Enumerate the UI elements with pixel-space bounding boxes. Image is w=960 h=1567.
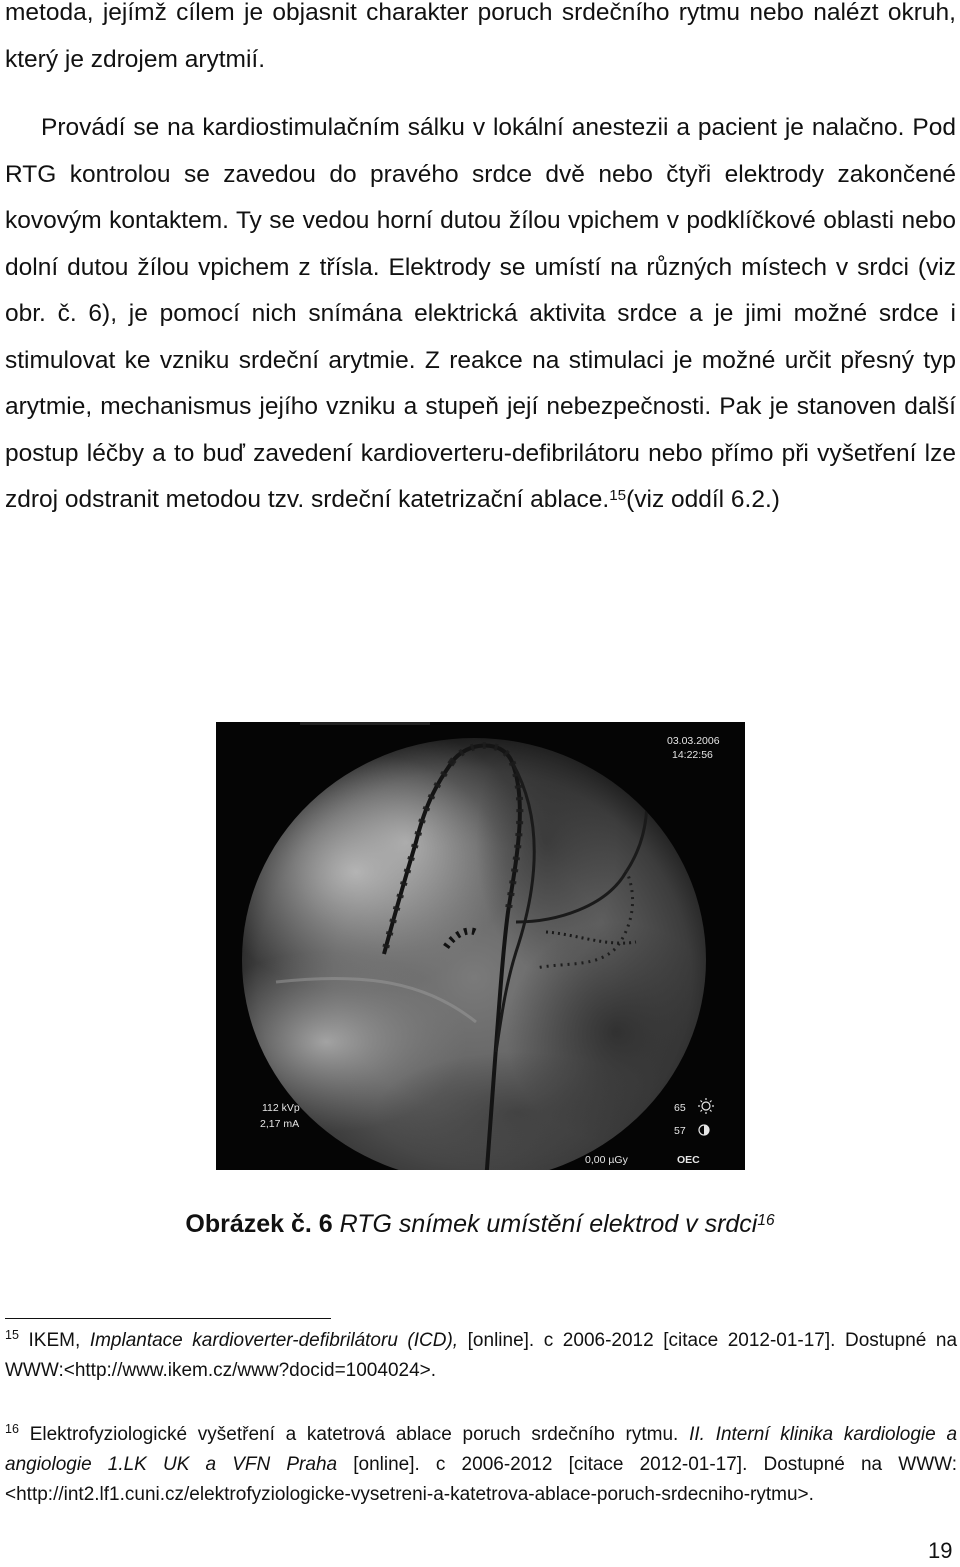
xray-date: 03.03.2006	[667, 735, 720, 747]
figure-caption	[0, 1206, 960, 1242]
footnote-15	[5, 1326, 957, 1386]
caption-number: 6	[318, 1210, 333, 1238]
footnote-16-title: Elektrofyziologické vyšetření a katetrová ablace poruch srdečního rytmu.	[29, 1424, 679, 1445]
intro-paragraph	[5, 0, 956, 83]
footnote-separator	[5, 1318, 331, 1319]
xray-image	[216, 722, 745, 1170]
footnote-15-author: IKEM,	[28, 1330, 81, 1351]
xray-time: 14:22:56	[672, 749, 713, 761]
procedure-text: Provádí se na kardiostimulačním sálku v lokální anestezii a pacient je nalačno. Pod RTG kontrolou se zavedou do pravého srdce dvě nebo čtyři elektrody zakončené kovovým kontaktem. Ty se vedou horní dutou žílou vpichem v podklíčkové oblasti nebo dolní dutou žílou vpichem z třísla. Elektrody se umístí na různých místech v srdci (viz obr. č. 6), je pomocí nich snímána elektrická aktivita srdce a je jimi možné srdce i stimulovat ke vzniku srdeční arytmie. Z reakce na stimulaci je možné určit přesný typ arytmie, mechanismus jejího vzniku a stupeň její nebezpečnosti. Pak je stanoven další postup léčby a to buď zavedení kardioverteru-defibrilátoru nebo přímo při vyšetření lze zdroj odstranit metodou tzv. srdeční katetrizační ablace.	[5, 114, 956, 513]
footnote-16-number: 16	[5, 1422, 19, 1437]
xray-dose: 0,00 µGy	[585, 1154, 628, 1166]
xray-contrast-value: 57	[674, 1125, 686, 1137]
page-number: 19	[928, 1538, 953, 1563]
footnote-16-rest: [online]. c 2006-2012 [citace 2012-01-17]. Dostupné na WWW:<http://int2.lf1.cuni.cz/elektrofyziologicke-vysetreni-a-katetrova-ablace-poruch-srdecniho-rytmu>.	[5, 1454, 957, 1505]
xray-ma: 2,17 mA	[260, 1118, 300, 1130]
xray-kvp: 112 kVp	[262, 1102, 300, 1114]
caption-label: Obrázek č.	[185, 1210, 312, 1238]
procedure-tail: (viz oddíl 6.2.)	[626, 486, 780, 513]
xray-figure	[216, 722, 745, 1170]
xray-brightness-value: 65	[674, 1102, 686, 1114]
xray-brand: OEC	[677, 1154, 700, 1166]
footnote-16-journal: II. Interní klinika kardiologie a angiologie 1.LK UK a VFN Praha	[5, 1424, 958, 1475]
caption-text: RTG snímek umístění elektrod v srdci	[339, 1210, 758, 1238]
procedure-paragraph	[5, 105, 956, 524]
reference-15: 15	[609, 487, 627, 505]
footnote-15-number: 15	[5, 1328, 19, 1343]
footnote-16	[5, 1420, 957, 1510]
footnote-15-title: Implantace kardioverter-defibrilátoru (ICD),	[89, 1330, 459, 1351]
footnote-15-rest: [online]. c 2006-2012 [citace 2012-01-17]. Dostupné na WWW:<http://www.ikem.cz/www?docid=1004024>.	[5, 1330, 958, 1381]
intro-text: metoda, jejímž cílem je objasnit charakter poruch srdečního rytmu nebo nalézt okruh, který je zdrojem arytmií.	[5, 0, 956, 73]
caption-ref: 16	[757, 1212, 775, 1230]
